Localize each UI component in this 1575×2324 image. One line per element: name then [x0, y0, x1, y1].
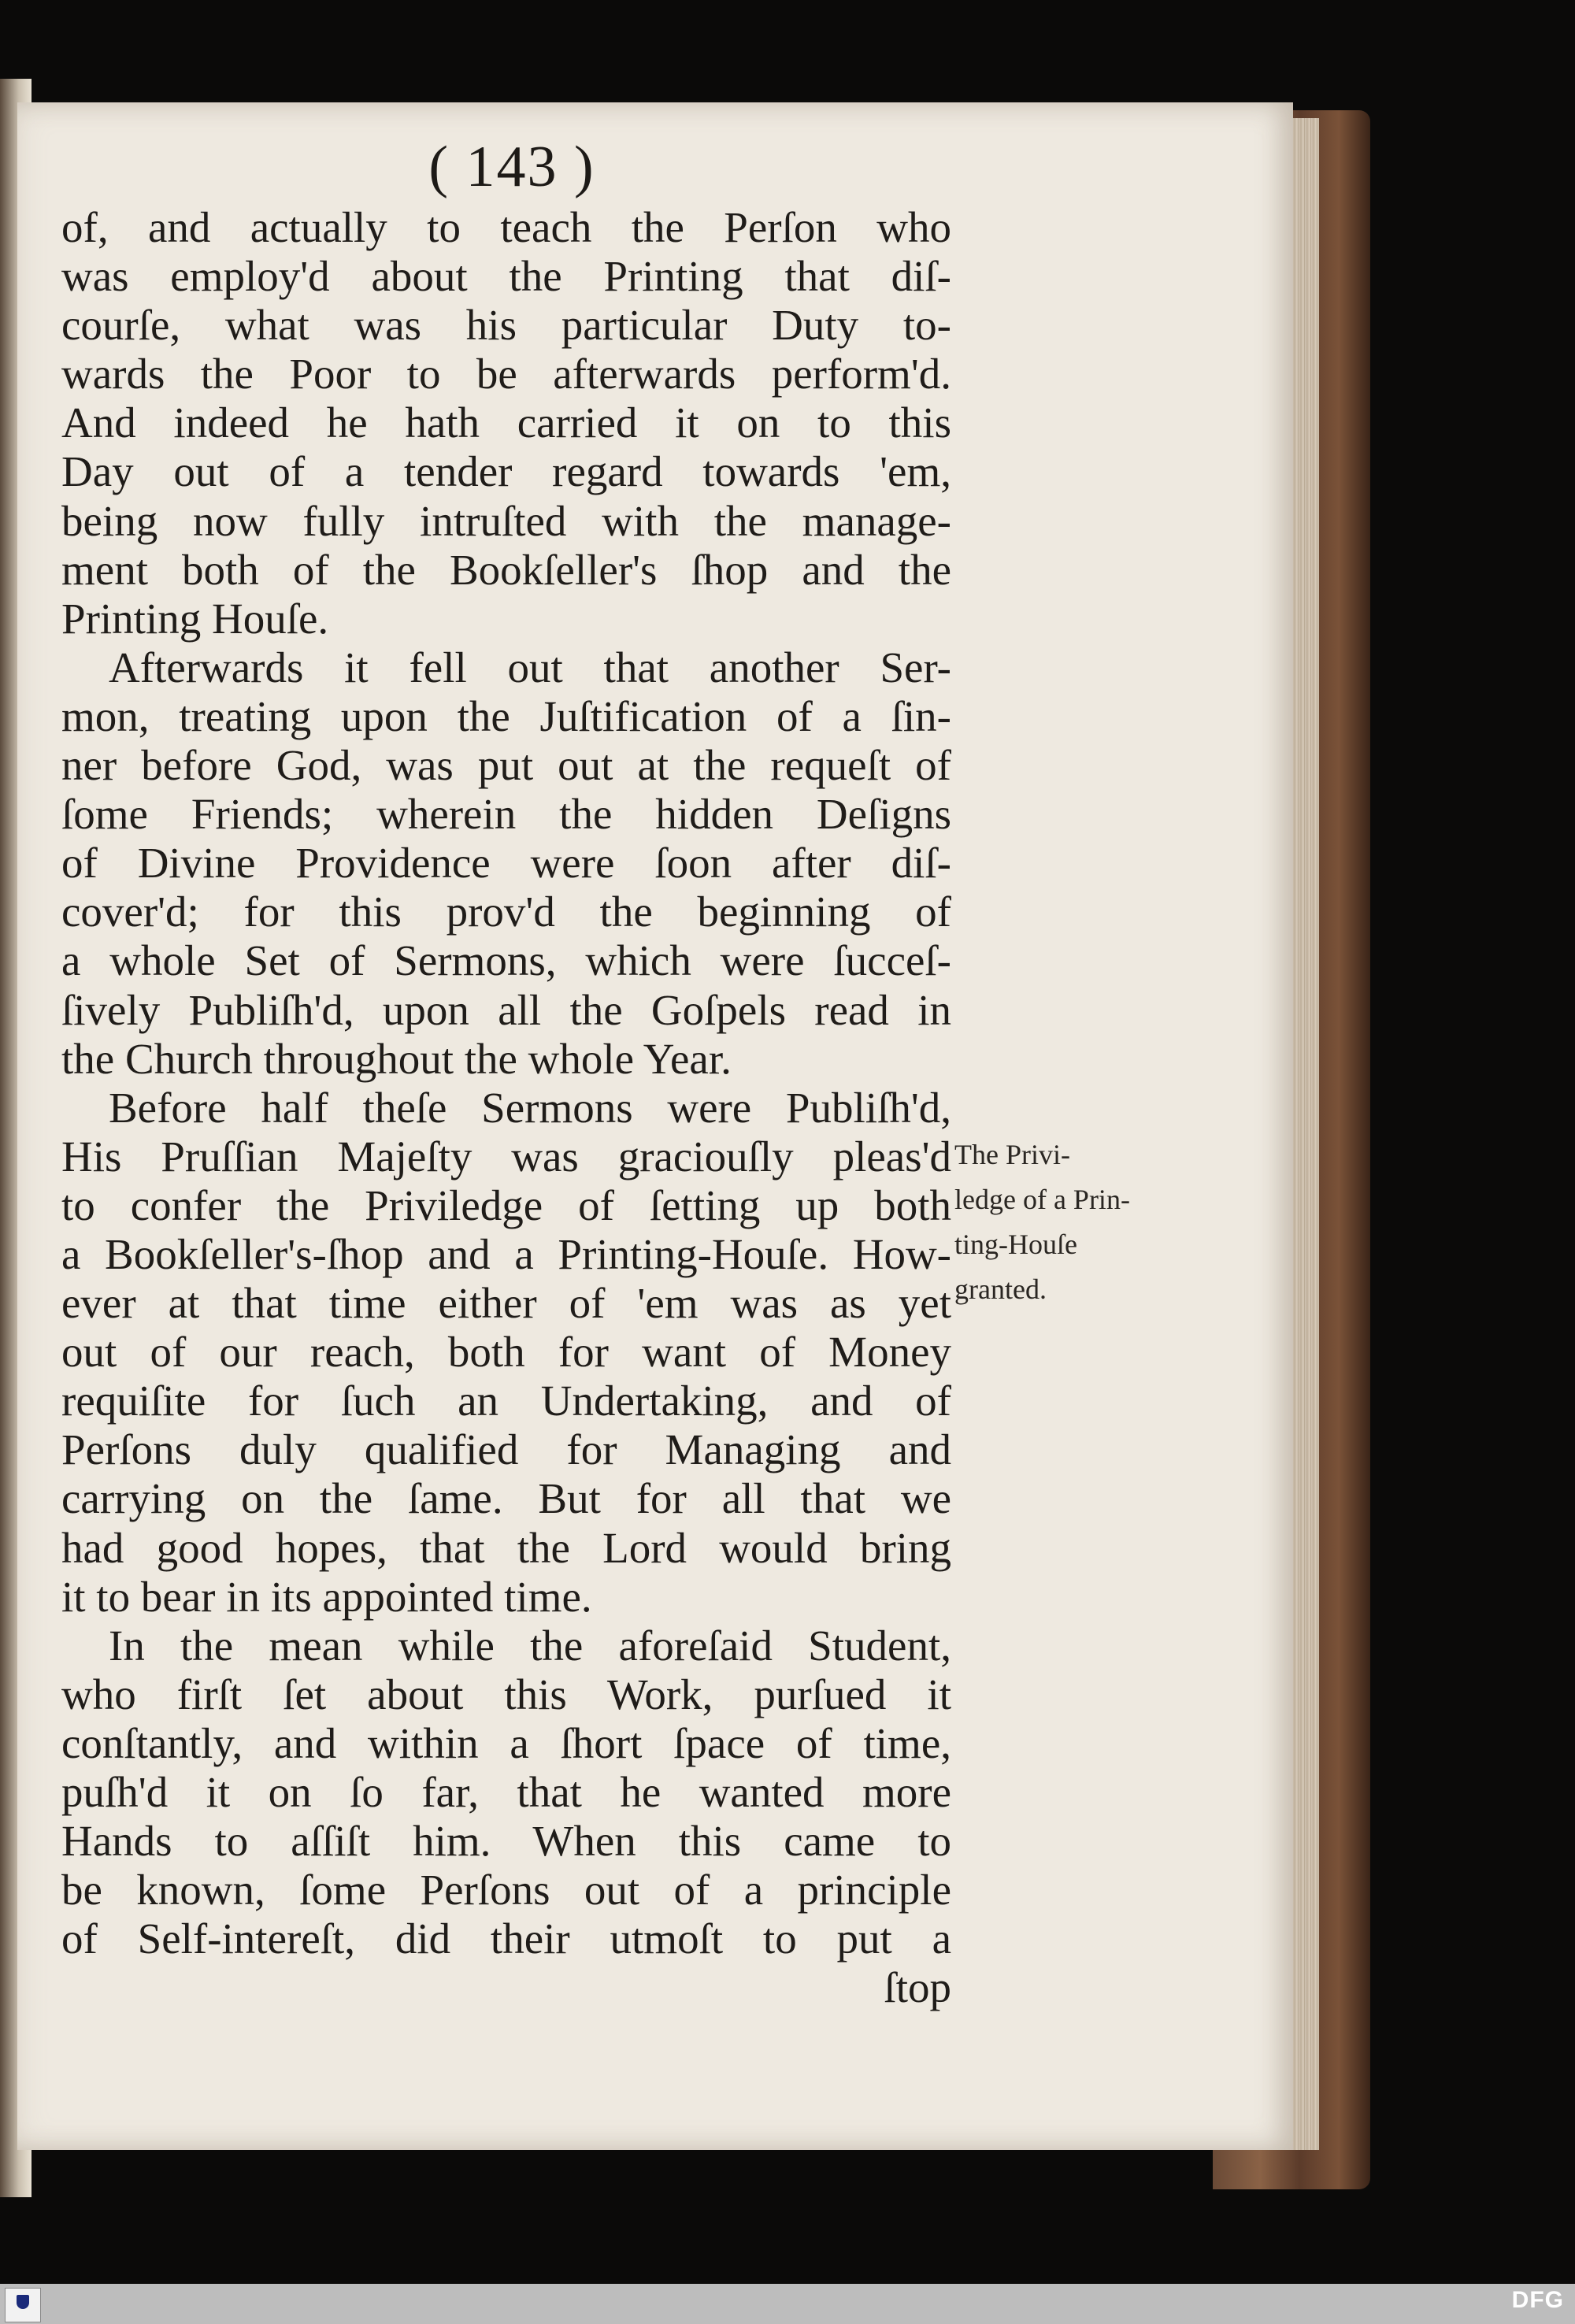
text-line: mon, treating upon the Juſtification of a ſin- [61, 691, 951, 740]
text-line: be known, ſome Perſons out of a principle [61, 1866, 951, 1914]
text-line: ever at that time either of 'em was as yet [61, 1279, 951, 1328]
text-line: requiſite for ſuch an Undertaking, and of [61, 1377, 951, 1425]
text-line: carrying on the ſame. But for all that we [61, 1474, 951, 1523]
text-line: Before half theſe Sermons were Publiſh'd, [109, 1083, 951, 1132]
text-line: of Divine Providence were ſoon after diſ- [61, 839, 951, 888]
text-line: ſome Friends; wherein the hidden Deſigns [61, 790, 951, 839]
text-line: out of our reach, both for want of Money [61, 1328, 951, 1377]
text-line: a Bookſeller's-ſhop and a Printing-Houſe. How- [61, 1229, 951, 1278]
text-line: was employ'd about the Printing that diſ- [61, 252, 951, 301]
text-line: Afterwards it fell out that another Ser- [109, 643, 951, 691]
text-line: ner before God, was put out at the requeſt of [61, 741, 951, 790]
text-line: conſtantly, and within a ſhort ſpace of time, [61, 1718, 951, 1767]
marginal-note-line: ledge of a Prin- [954, 1184, 1130, 1215]
dfg-logo: DFG [1511, 2287, 1564, 2313]
text-line: cover'd; for this prov'd the beginning of [61, 888, 951, 936]
text-line: being now fully intruſted with the manage- [61, 496, 951, 545]
marginal-note-line: ting-Houſe [954, 1229, 1077, 1260]
text-line: Day out of a tender regard towards 'em, [61, 447, 951, 496]
page-number: ( 143 ) [428, 135, 595, 199]
marginal-note-line: granted. [954, 1273, 1047, 1305]
text-line: a whole Set of Sermons, which were ſucceſ- [61, 936, 951, 985]
text-line: ment both of the Bookſeller's ſhop and the [61, 545, 951, 594]
text-line: wards the Poor to be afterwards perform'd. [61, 350, 951, 398]
body-text [61, 203, 951, 2012]
text-line: it to bear in its appointed time. [61, 1572, 592, 1621]
text-line: puſh'd it on ſo far, that he wanted more [61, 1768, 951, 1816]
text-line: ſively Publiſh'd, upon all the Goſpels read in [61, 985, 951, 1034]
text-line: And indeed he hath carried it on to this [61, 398, 951, 447]
viewer-footer-bar [0, 2284, 1575, 2324]
text-line: of, and actually to teach the Perſon who [61, 203, 951, 251]
text-line: had good hopes, that the Lord would bring [61, 1523, 951, 1572]
text-line: who firſt ſet about this Work, purſued it [61, 1670, 951, 1718]
library-logo-icon [5, 2288, 41, 2322]
marginal-note-line: The Privi- [954, 1139, 1070, 1170]
catchword: ſtop [884, 1963, 951, 2012]
text-line: the Church throughout the whole Year. [61, 1034, 732, 1083]
text-line: His Pruſſian Majeſty was graciouſly pleas'd [61, 1132, 951, 1181]
text-line: Printing Houſe. [61, 594, 329, 643]
text-line: Perſons duly qualified for Managing and [61, 1425, 951, 1474]
text-line: to confer the Priviledge of ſetting up both [61, 1181, 951, 1229]
text-line: Hands to aſſiſt him. When this came to [61, 1817, 951, 1866]
text-line: courſe, what was his particular Duty to- [61, 301, 951, 350]
text-line: of Self-intereſt, did their utmoſt to put a [61, 1914, 951, 1963]
marginal-note [954, 1132, 1191, 1312]
text-line: In the mean while the aforeſaid Student, [109, 1621, 951, 1670]
